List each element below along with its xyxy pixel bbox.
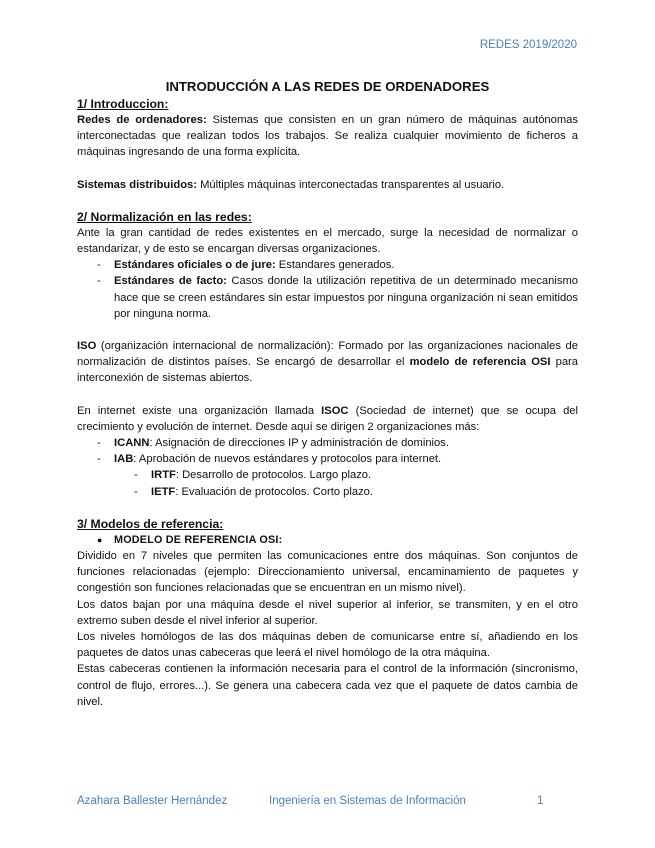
paragraph-isoc: En internet existe una organización llamada ISOC (Sociedad de internet) que se ocupa del crecimiento y evolución de internet. Desde aquí se dirigen 2 organizaciones más: bbox=[77, 404, 579, 433]
term-de-jure: Estándares oficiales o de jure: bbox=[114, 259, 276, 272]
osi-label: MODELO DE REFERENCIA OSI: bbox=[114, 533, 283, 546]
footer-degree: Ingeniería en Sistemas de Información bbox=[269, 795, 466, 807]
term-sistemas-distribuidos: Sistemas distribuidos: bbox=[77, 178, 197, 191]
organizations-list bbox=[77, 435, 578, 467]
list-item: - Estándares oficiales o de jure: Estandares generados. bbox=[97, 259, 395, 272]
paragraph-osi-1: Dividido en 7 niveles que permiten las comunicaciones entre dos máquinas. Son conjuntos de funciones relacionadas (ejemplo: Direccionamiento universal, encaminamiento de paquetes y congestión son funciones relacionadas que se encuentran en un mismo nivel). bbox=[77, 550, 578, 595]
osi-bullet-list bbox=[77, 532, 578, 548]
document-title: INTRODUCCIÓN A LAS REDES DE ORDENADORES bbox=[165, 79, 490, 94]
list-item: - Estándares de facto: Casos donde la utilización repetitiva de un determinado mecanismo hace que se creen estándares sin estar impuestos por ninguna organización ni sean emitidos por ninguna norma. bbox=[97, 275, 578, 320]
paragraph-osi-3: Los niveles homólogos de las dos máquinas deben de comunicarse entre sí, añadiendo en los paquetes de datos unas cabeceras que leerá el nivel homólogo de la otra máquina. bbox=[77, 631, 578, 660]
paragraph-sistemas-distribuidos bbox=[77, 177, 578, 193]
section-2-heading: 2/ Normalización en las redes: bbox=[77, 209, 252, 224]
text-sistemas-distribuidos: Múltiples máquinas interconectadas transparentes al usuario. bbox=[196, 178, 505, 191]
term-de-facto: Estándares de facto: bbox=[114, 275, 227, 288]
section-3-heading: 3/ Modelos de referencia: bbox=[77, 516, 224, 531]
list-item: - ICANN: Asignación de direcciones IP y administración de dominios. bbox=[97, 437, 449, 450]
text-redes-ordenadores: Sistemas que consisten en un gran número de máquinas autónomas interconectadas que realizan todos los trabajos. Se realiza cualquier movimiento de ficheros a máquinas ingresando de una forma explícita. bbox=[77, 114, 578, 159]
document-body bbox=[77, 78, 578, 710]
paragraph-osi-4: Estas cabeceras contienen la información necesaria para el control de la información (sincronismo, control de flujo, errores...). Se genera una cabecera cada vez que el paquete de datos cambia de nivel. bbox=[77, 663, 578, 708]
paragraph-osi-2: Los datos bajan por una máquina desde el nivel superior al inferior, se transmiten, y en el otro extremo suben desde el nivel inferior al superior. bbox=[77, 598, 578, 627]
paragraph-iso: ISO (organización internacional de normalización): Formado por las organizaciones nacionales de normalización de distintos países. Se encargó de desarrollar el modelo de referencia OSI para interconexión de sistemas abiertos. bbox=[77, 340, 579, 385]
standards-list bbox=[77, 257, 578, 322]
header-course: REDES 2019/2020 bbox=[479, 39, 577, 51]
page-number: 1 bbox=[537, 795, 544, 807]
iab-sublist bbox=[77, 467, 578, 499]
footer-author: Azahara Ballester Hernández bbox=[77, 795, 228, 807]
list-item: - IETF: Evaluación de protocolos. Corto plazo. bbox=[134, 485, 374, 498]
list-item bbox=[97, 532, 578, 548]
paragraph-normalizacion-intro: Ante la gran cantidad de redes existentes en el mercado, surge la necesidad de normalizar o estandarizar, y de esto se encargan diversas organizaciones. bbox=[77, 226, 578, 256]
paragraph-redes-ordenadores bbox=[77, 112, 578, 161]
term-redes-ordenadores: Redes de ordenadores: bbox=[77, 114, 207, 126]
list-item: - IAB: Aprobación de nuevos estándares y protocolos para internet. bbox=[97, 453, 442, 466]
bullet-icon: ● bbox=[97, 534, 103, 545]
section-1-heading: 1/ Introduccion: bbox=[77, 97, 169, 111]
list-item: - IRTF: Desarrollo de protocolos. Largo plazo. bbox=[134, 469, 372, 482]
